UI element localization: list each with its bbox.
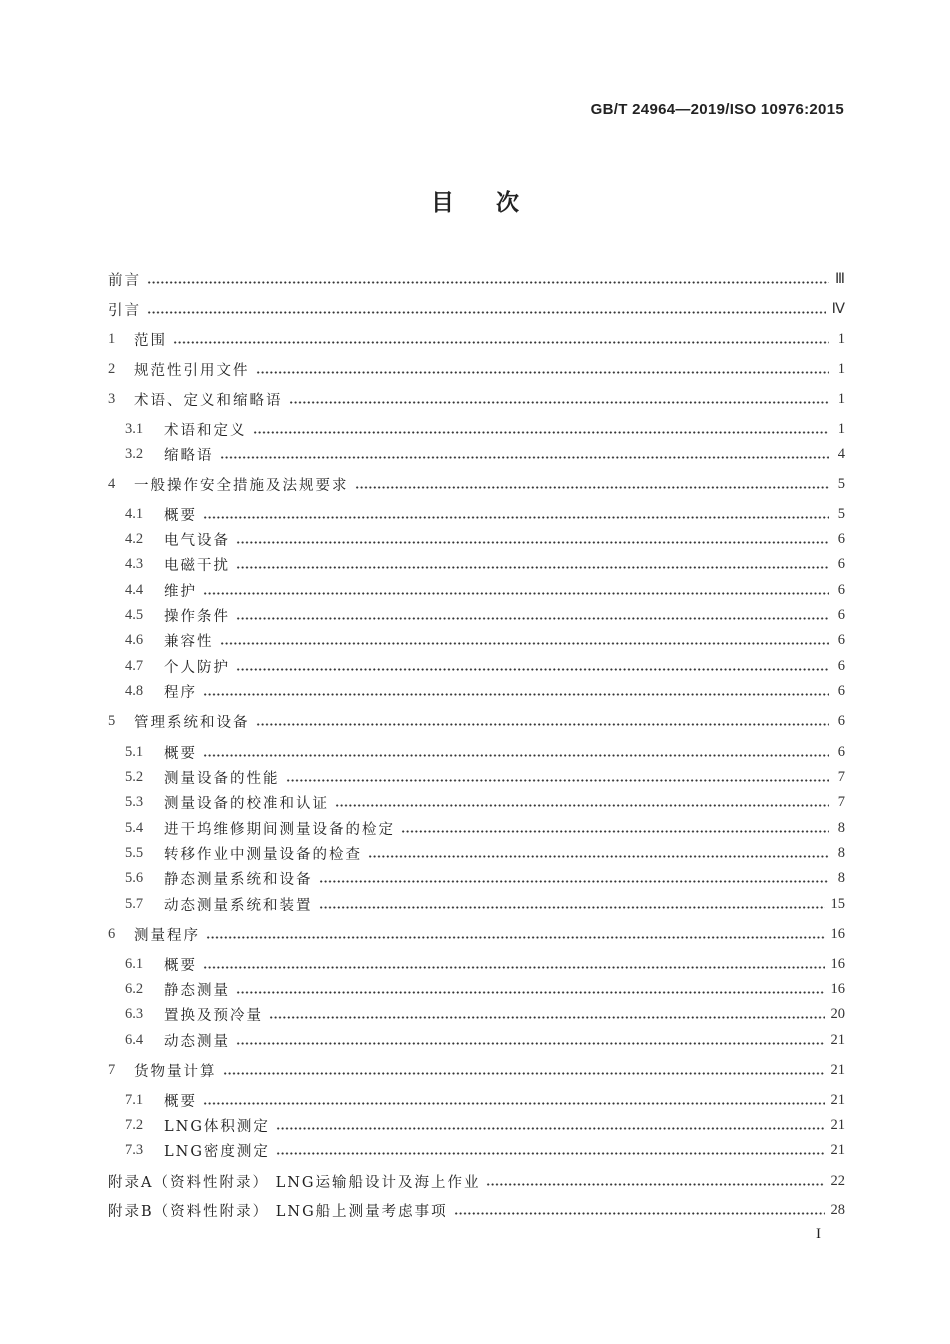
toc-entry-number: 4.5	[125, 606, 144, 623]
toc-entry-page: 21	[830, 1141, 845, 1158]
dot-leader	[203, 754, 829, 757]
toc-entry-page: 6	[837, 530, 845, 547]
toc-entry-number: 6.2	[125, 980, 144, 997]
toc-entry-number: 5.2	[125, 768, 144, 785]
toc-entry-number: 5.4	[125, 819, 144, 836]
toc-entry[interactable]	[108, 388, 845, 410]
toc-entry-number: 6	[108, 925, 116, 942]
toc-entry-number: 5	[108, 712, 116, 729]
dot-leader	[203, 1102, 825, 1105]
toc-entry-page: 16	[830, 955, 845, 972]
dot-leader	[286, 779, 830, 782]
page-number: I	[816, 1226, 821, 1242]
toc-entry-title: 管理系统和设备	[134, 714, 250, 731]
toc-entry[interactable]	[125, 867, 845, 889]
toc-entry-page: 6	[837, 581, 845, 598]
toc-entry-title: 概要	[164, 745, 197, 762]
toc-entry-page: 8	[837, 819, 845, 836]
toc-entry-number: 1	[108, 330, 116, 347]
toc-entry-number: 7.3	[125, 1141, 144, 1158]
toc-entry-number: 7.2	[125, 1116, 144, 1133]
dot-leader	[203, 592, 829, 595]
dot-leader	[256, 371, 830, 374]
toc-entry[interactable]	[125, 1139, 845, 1161]
dot-leader	[319, 906, 825, 909]
dot-leader	[355, 486, 830, 489]
toc-entry[interactable]	[125, 1089, 845, 1111]
toc-entry-title: 电磁干扰	[164, 557, 230, 574]
dot-leader	[147, 281, 829, 284]
toc-entry[interactable]	[125, 953, 845, 975]
toc-entry-title: 测量设备的校准和认证	[164, 795, 329, 812]
toc-entry-title: 维护	[164, 583, 197, 600]
toc-entry[interactable]	[108, 923, 845, 945]
toc-entry-title: 一般操作安全措施及法规要求	[134, 477, 349, 494]
toc-entry-number: 3.2	[125, 445, 144, 462]
dot-leader	[276, 1127, 825, 1130]
toc-entry[interactable]	[108, 473, 845, 495]
toc-entry-number: 5.5	[125, 844, 144, 861]
toc-entry-title: 个人防护	[164, 659, 230, 676]
toc-entry-title: 静态测量	[164, 982, 230, 999]
dot-leader	[236, 541, 829, 544]
toc-entry-page: 1	[837, 390, 845, 407]
toc-entry[interactable]	[125, 1114, 845, 1136]
toc-entry-number: 5.3	[125, 793, 144, 810]
toc-entry-page: Ⅳ	[831, 300, 845, 317]
toc-entry-number: 5.7	[125, 895, 144, 912]
dot-leader	[203, 966, 825, 969]
dot-leader	[368, 855, 829, 858]
toc-entry-title: 前言	[108, 272, 141, 289]
toc-entry[interactable]	[125, 1029, 845, 1051]
dot-leader	[236, 991, 825, 994]
toc-entry-number: 4.3	[125, 555, 144, 572]
toc-entry[interactable]	[108, 358, 845, 380]
toc-entry-number: 4.4	[125, 581, 144, 598]
toc-entry[interactable]	[125, 766, 845, 788]
toc-entry-title: 概要	[164, 957, 197, 974]
toc-entry-title: 动态测量	[164, 1033, 230, 1050]
toc-entry-page: 16	[830, 980, 845, 997]
dot-leader	[335, 804, 829, 807]
dot-leader	[454, 1212, 825, 1215]
toc-entry-number: 6.1	[125, 955, 144, 972]
toc-entry-page: 6	[837, 712, 845, 729]
toc-entry-title: 兼容性	[164, 633, 214, 650]
toc-entry[interactable]	[125, 418, 845, 440]
toc-entry-page: 8	[837, 869, 845, 886]
toc-entry-title: 概要	[164, 1093, 197, 1110]
toc-entry-page: 21	[830, 1116, 845, 1133]
toc-entry-page: 1	[837, 330, 845, 347]
toc-entry-number: 4	[108, 475, 116, 492]
toc-entry-title: 术语、定义和缩略语	[134, 392, 283, 409]
toc-entry-title: 操作条件	[164, 608, 230, 625]
toc-entry[interactable]	[125, 503, 845, 525]
dot-leader	[319, 880, 830, 883]
toc-entry-title: 置换及预冷量	[164, 1007, 263, 1024]
toc-entry-page: 21	[830, 1091, 845, 1108]
toc-entry-page: 5	[837, 505, 845, 522]
toc-entry[interactable]	[125, 817, 845, 839]
toc-entry-title: 货物量计算	[134, 1063, 217, 1080]
dot-leader	[236, 617, 829, 620]
toc-entry-title: 缩略语	[164, 447, 214, 464]
toc-entry-title: 术语和定义	[164, 422, 247, 439]
toc-entry-title: 动态测量系统和装置	[164, 897, 313, 914]
toc-entry[interactable]	[125, 1003, 845, 1025]
toc-entry[interactable]	[125, 978, 845, 1000]
toc-entry-page: 5	[837, 475, 845, 492]
page-title: 目次	[431, 189, 561, 216]
toc-entry[interactable]	[108, 268, 845, 290]
dot-leader	[486, 1183, 824, 1186]
toc-entry-title: 规范性引用文件	[134, 362, 250, 379]
dot-leader	[276, 1152, 825, 1155]
toc-entry-title: LNG体积测定	[164, 1118, 270, 1135]
toc-entry-page: 6	[837, 657, 845, 674]
dot-leader	[236, 668, 829, 671]
toc-entry[interactable]	[125, 629, 845, 651]
dot-leader	[203, 693, 829, 696]
toc-entry-page: 7	[837, 768, 845, 785]
dot-leader	[236, 566, 829, 569]
toc-entry[interactable]	[125, 604, 845, 626]
toc-entry-page: 6	[837, 631, 845, 648]
toc-entry-page: 6	[837, 555, 845, 572]
toc-entry-title: 引言	[108, 302, 141, 319]
toc-entry-page: 22	[830, 1172, 845, 1189]
toc-entry-title: 附录A（资料性附录） LNG运输船设计及海上作业	[108, 1174, 481, 1191]
dot-leader	[220, 642, 830, 645]
toc-entry-page: 16	[830, 925, 845, 942]
dot-leader	[401, 830, 829, 833]
toc-entry-page: Ⅲ	[835, 270, 845, 287]
toc-entry[interactable]	[125, 443, 845, 465]
toc-entry[interactable]	[108, 710, 845, 732]
toc-entry-number: 6.4	[125, 1031, 144, 1048]
dot-leader	[203, 516, 829, 519]
toc-entry-number: 4.8	[125, 682, 144, 699]
toc-entry-page: 7	[837, 793, 845, 810]
toc-entry-title: 范围	[134, 332, 167, 349]
toc-entry[interactable]	[108, 1170, 845, 1192]
toc-entry[interactable]	[125, 579, 845, 601]
toc-entry-page: 6	[837, 606, 845, 623]
toc-entry-number: 4.7	[125, 657, 144, 674]
toc-entry-number: 4.2	[125, 530, 144, 547]
toc-entry-page: 6	[837, 743, 845, 760]
toc-entry[interactable]	[125, 741, 845, 763]
toc-entry-page: 1	[837, 420, 845, 437]
toc-entry-page: 4	[837, 445, 845, 462]
toc-entry-title: 进干坞维修期间测量设备的检定	[164, 821, 395, 838]
dot-leader	[236, 1042, 825, 1045]
toc-entry[interactable]	[108, 298, 845, 320]
dot-leader	[220, 456, 830, 459]
toc-entry[interactable]	[125, 553, 845, 575]
standard-number: GB/T 24964—2019/ISO 10976:2015	[590, 101, 844, 118]
toc-entry-title: 电气设备	[164, 532, 230, 549]
toc-entry-number: 4.6	[125, 631, 144, 648]
dot-leader	[289, 401, 830, 404]
toc-entry[interactable]	[108, 328, 845, 350]
toc-entry[interactable]	[108, 1059, 845, 1081]
toc-entry-page: 21	[830, 1031, 845, 1048]
toc-entry-title: 概要	[164, 507, 197, 524]
toc-entry-page: 20	[830, 1005, 845, 1022]
dot-leader	[147, 311, 826, 314]
toc-entry[interactable]	[125, 893, 845, 915]
toc-entry-number: 3	[108, 390, 116, 407]
toc-entry-number: 6.3	[125, 1005, 144, 1022]
toc-entry-title: 静态测量系统和设备	[164, 871, 313, 888]
dot-leader	[206, 936, 825, 939]
toc-entry[interactable]	[108, 1199, 845, 1221]
toc-entry-page: 1	[837, 360, 845, 377]
toc-entry[interactable]	[125, 791, 845, 813]
toc-entry[interactable]	[125, 528, 845, 550]
toc-entry-number: 3.1	[125, 420, 144, 437]
dot-leader	[223, 1072, 825, 1075]
toc-entry-page: 21	[830, 1061, 845, 1078]
toc-entry-page: 6	[837, 682, 845, 699]
toc-entry-page: 28	[830, 1201, 845, 1218]
toc-entry-title: 转移作业中测量设备的检查	[164, 846, 362, 863]
toc-entry-number: 5.1	[125, 743, 144, 760]
toc-entry-title: 测量设备的性能	[164, 770, 280, 787]
toc-entry-number: 5.6	[125, 869, 144, 886]
toc-entry-title: LNG密度测定	[164, 1143, 270, 1160]
dot-leader	[173, 341, 829, 344]
toc-entry-number: 7.1	[125, 1091, 144, 1108]
toc-entry-page: 8	[837, 844, 845, 861]
toc-entry-title: 测量程序	[134, 927, 200, 944]
toc-entry[interactable]	[125, 680, 845, 702]
toc-entry-number: 4.1	[125, 505, 144, 522]
toc-entry-number: 7	[108, 1061, 116, 1078]
toc-entry-page: 15	[830, 895, 845, 912]
dot-leader	[269, 1016, 825, 1019]
toc-entry[interactable]	[125, 655, 845, 677]
toc-entry[interactable]	[125, 842, 845, 864]
toc-entry-title: 程序	[164, 684, 197, 701]
dot-leader	[256, 723, 830, 726]
dot-leader	[253, 431, 830, 434]
toc-entry-title: 附录B（资料性附录） LNG船上测量考虑事项	[108, 1203, 448, 1220]
toc-entry-number: 2	[108, 360, 116, 377]
